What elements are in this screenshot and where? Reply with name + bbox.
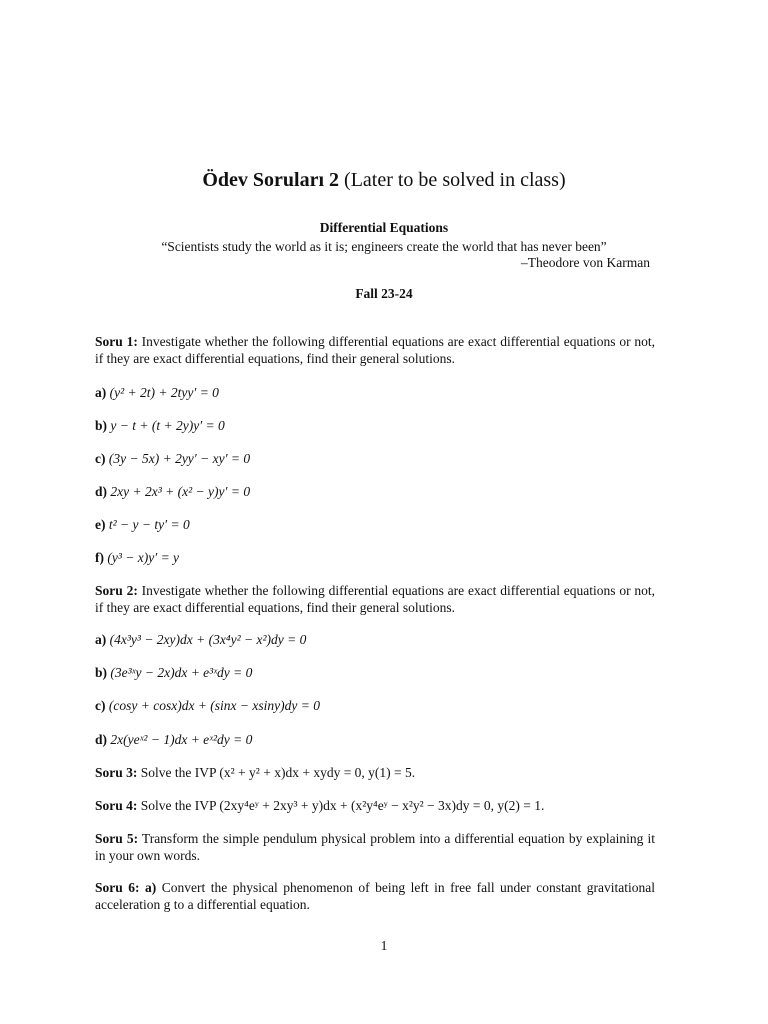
question-4 bbox=[95, 797, 655, 814]
question-5-label: Soru 5: bbox=[95, 831, 139, 846]
title-bold: Ödev Soruları 2 bbox=[202, 169, 340, 191]
question-2 bbox=[95, 582, 655, 616]
quote-text: “Scientists study the world as it is; engineers create the world that has never been” bbox=[161, 239, 607, 254]
question-3 bbox=[95, 764, 655, 781]
semester-label: Fall 23-24 bbox=[355, 286, 413, 301]
question-4-text: Solve the IVP (2xy⁴eʸ + 2xy³ + y)dx + (x²y⁴eʸ − x²y² − 3x)dy = 0, y(2) = 1. bbox=[137, 798, 545, 813]
question-1-label: Soru 1: bbox=[95, 334, 138, 349]
question-5-text: Transform the simple pendulum physical problem into a differential equation by explaining it in your own words. bbox=[95, 831, 655, 863]
question-1-text: Investigate whether the following differential equations are exact differential equations or not, if they are exact differential equations, find their general solutions. bbox=[95, 334, 655, 366]
page-number: 1 bbox=[380, 938, 388, 953]
question-3-label: Soru 3: bbox=[95, 765, 138, 780]
question-6 bbox=[95, 879, 655, 913]
question-6-sub: a) bbox=[139, 880, 157, 895]
title-rest: (Later to be solved in class) bbox=[339, 169, 566, 191]
q2-part-d: d) 2x(yeˣ² − 1)dx + eˣ²dy = 0 bbox=[95, 732, 253, 747]
q1-part-e: e) t² − y − ty′ = 0 bbox=[95, 517, 190, 532]
question-3-text: Solve the IVP (x² + y² + x)dx + xydy = 0, y(1) = 5. bbox=[137, 765, 416, 780]
question-5 bbox=[95, 830, 655, 864]
question-6-text: Convert the physical phenomenon of being left in free fall under constant gravitational acceleration g to a differential equation. bbox=[95, 880, 655, 912]
q2-part-c: c) (cosy + cosx)dx + (sinx − xsiny)dy = 0 bbox=[95, 698, 320, 713]
q1-part-b: b) y − t + (t + 2y)y′ = 0 bbox=[95, 418, 225, 433]
q2-part-b: b) (3e³ˣy − 2x)dx + e³ˣdy = 0 bbox=[95, 665, 253, 680]
question-4-label: Soru 4: bbox=[95, 798, 138, 813]
q1-part-d: d) 2xy + 2x³ + (x² − y)y′ = 0 bbox=[95, 484, 251, 499]
q2-part-a: a) (4x³y³ − 2xy)dx + (3x⁴y² − x²)dy = 0 bbox=[95, 632, 307, 647]
question-2-text: Investigate whether the following differential equations are exact differential equations or not, if they are exact differential equations, find their general solutions. bbox=[95, 583, 655, 615]
question-6-label: Soru 6: bbox=[95, 880, 140, 895]
question-2-label: Soru 2: bbox=[95, 583, 138, 598]
course-subtitle: Differential Equations bbox=[319, 220, 449, 235]
document-title bbox=[0, 169, 768, 192]
q1-part-c: c) (3y − 5x) + 2yy′ − xy′ = 0 bbox=[95, 451, 251, 466]
q1-part-a: a) (y² + 2t) + 2tyy′ = 0 bbox=[95, 385, 219, 400]
q1-part-f: f) (y³ − x)y′ = y bbox=[95, 550, 180, 565]
question-1 bbox=[95, 333, 655, 367]
quote-author: –Theodore von Karman bbox=[521, 255, 650, 270]
